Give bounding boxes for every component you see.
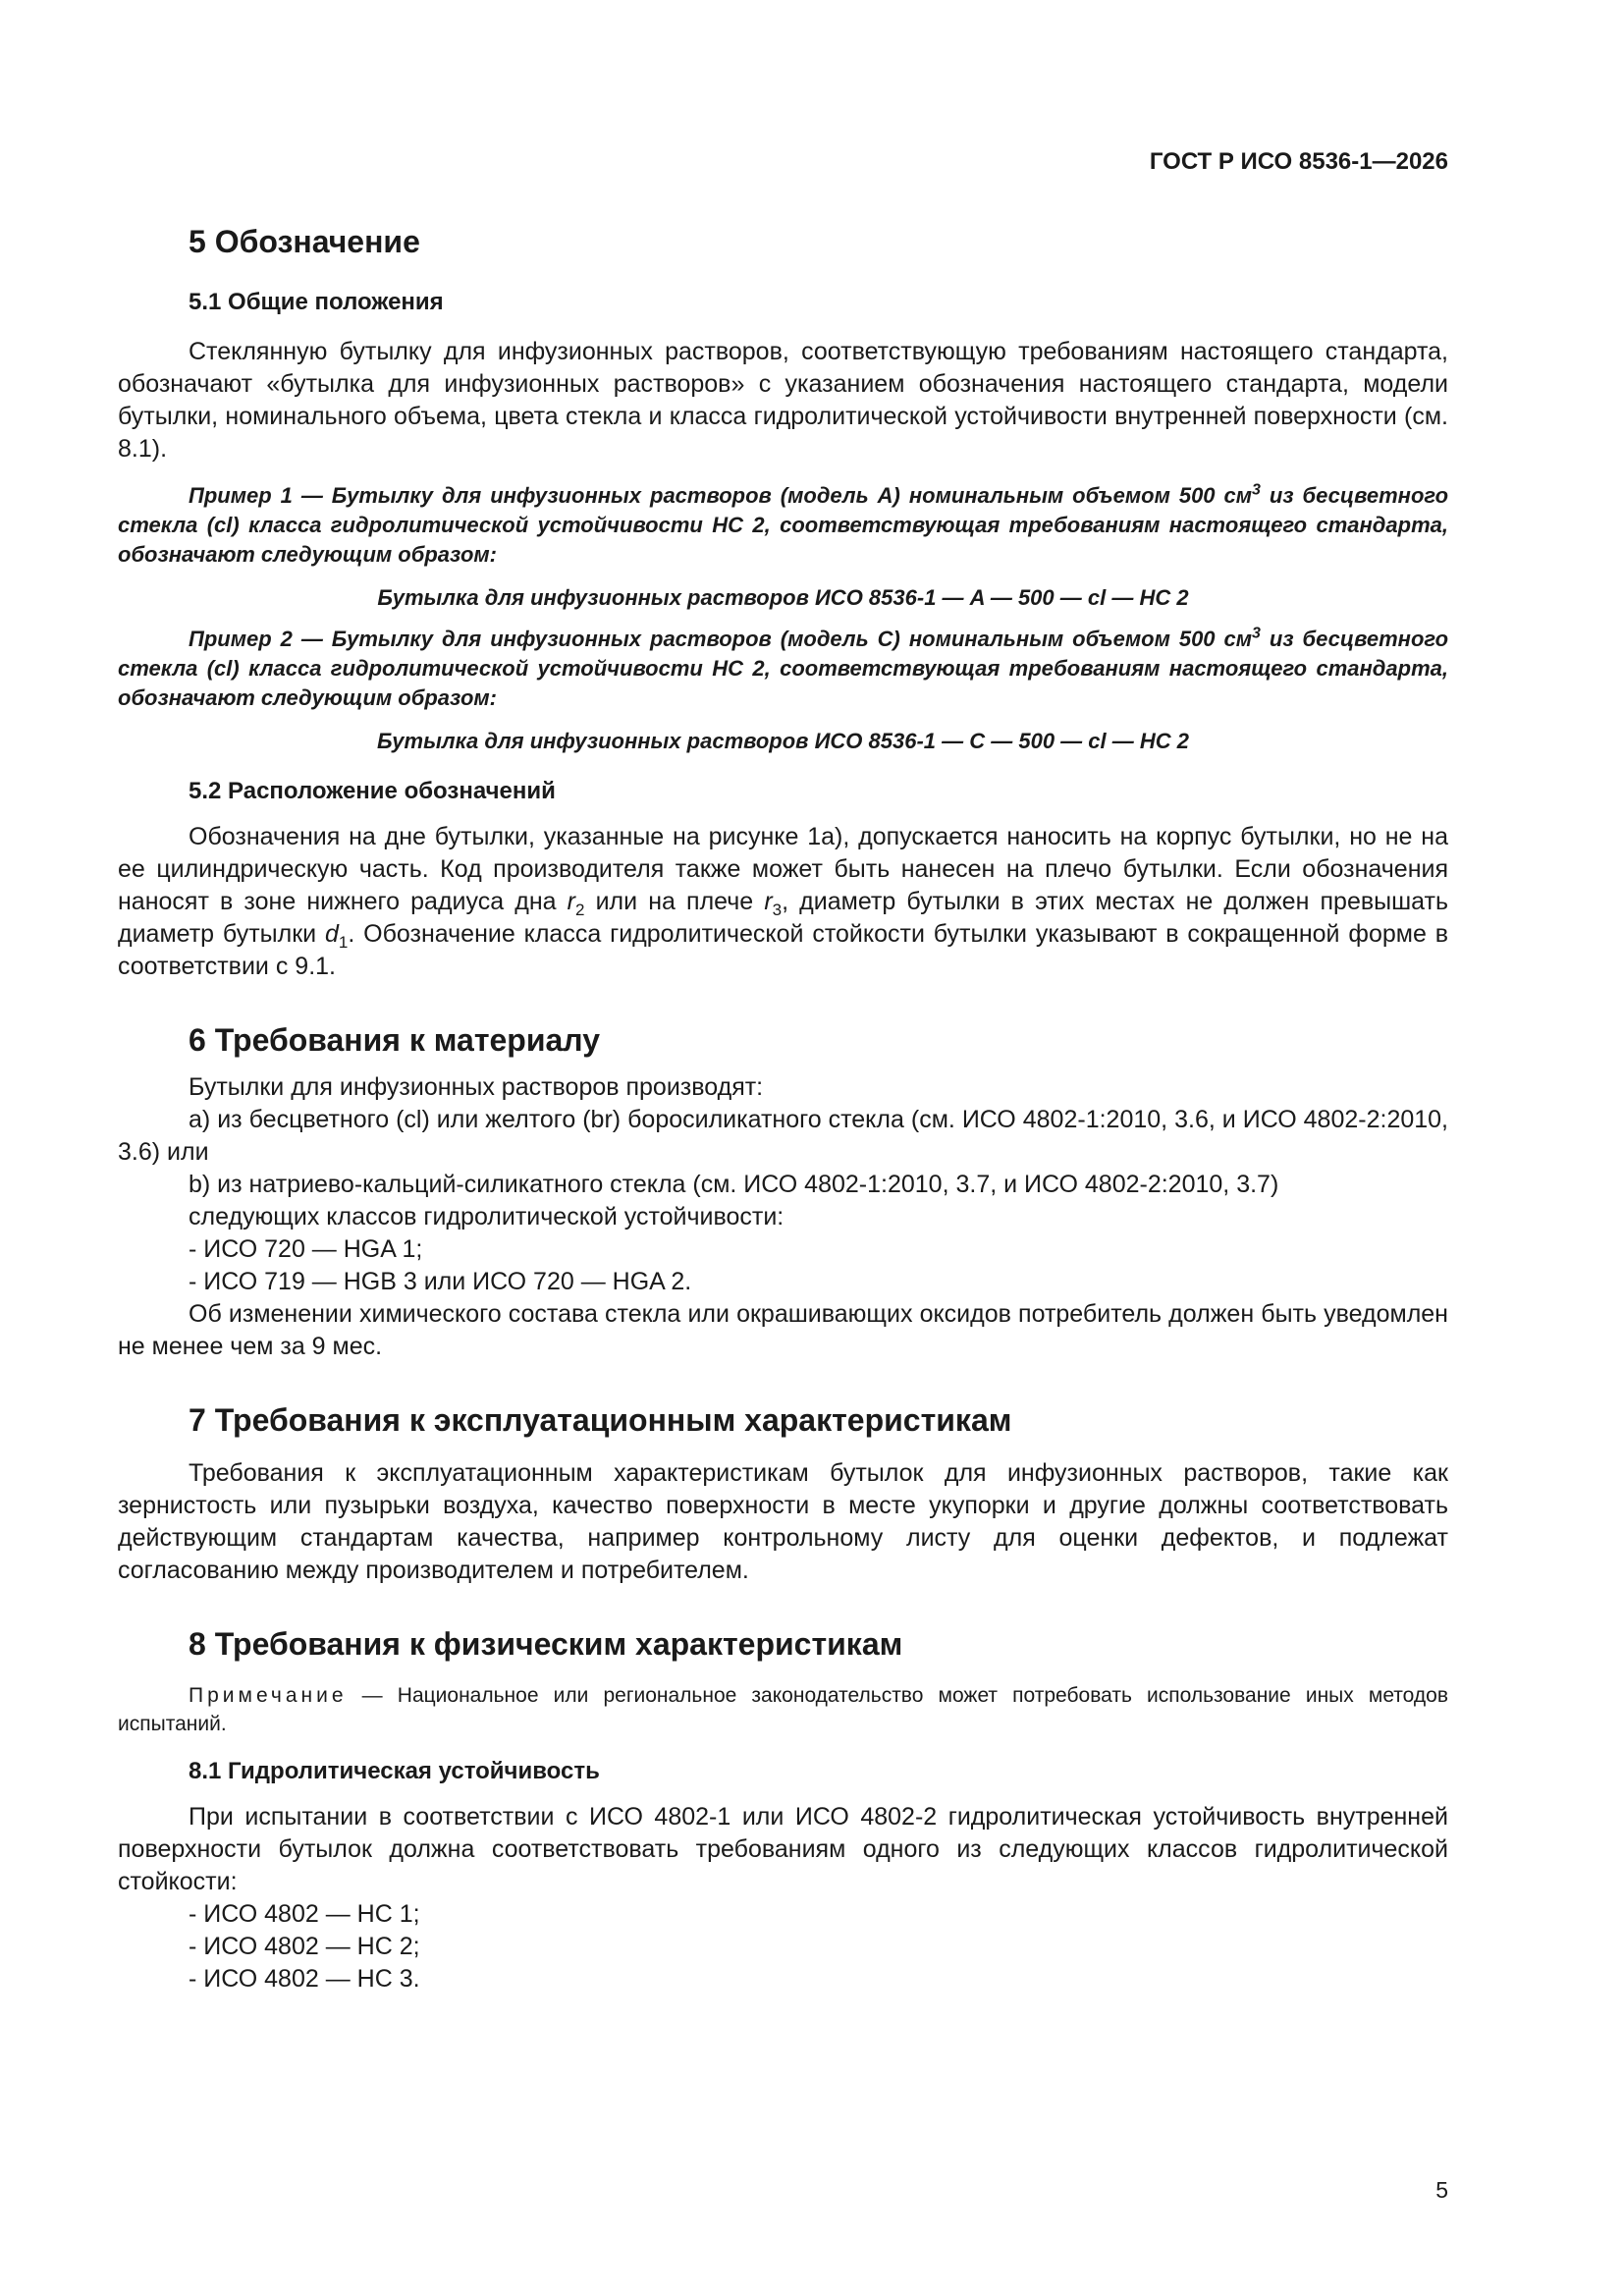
section-6-heading: 6 Требования к материалу — [189, 1022, 600, 1058]
designation-2: Бутылка для инфузионных растворов ИСО 8536-1 — С — 500 — cl — HC 2 — [377, 729, 1189, 753]
section-7-paragraph: Требования к эксплуатационным характеристикам бутылок для инфузионных растворов, такие как зернистость или пузырьки воздуха, качество поверхности в месте укупорки и другие должны соответствовать действующим стандартам качества, например контрольному листу для оценки дефектов, и подлежат согласованию между производителем и потребителем. — [118, 1459, 1448, 1584]
section-5-heading: 5 Обозначение — [189, 224, 420, 259]
section-5-1-heading: 5.1 Общие положения — [189, 289, 444, 315]
example-2: Пример 2 — Бутылку для инфузионных растворов (модель С) номинальным объемом 500 $см^3$ из бесцветного стекла (cl) класса гидролитической устойчивости HC 2, соответствующая требованиям настоящего стандарта, обозначают следующим образом: — [118, 625, 1449, 710]
document-body — [118, 222, 1448, 1995]
list-item: - ИСО 4802 — HC 3. — [189, 1965, 420, 1993]
standard-designation: ГОСТ Р ИСО 8536-1—2026 — [1149, 148, 1448, 175]
section-8-1-paragraph: При испытании в соответствии с ИСО 4802-1 или ИСО 4802-2 гидролитическая устойчивость внутренней поверхности бутылок должна соответствовать требованиям одного из следующих классов гидролитической стойкости: — [118, 1803, 1448, 1895]
section-8-note: Примечание — Национальное или региональное законодательство может потребовать использование иных методов испытаний. — [118, 1684, 1448, 1735]
page-number: 5 — [1435, 2177, 1448, 2203]
section-6-item-b: b) из натриево-кальций-силикатного стекла (см. ИСО 4802-1:2010, 3.7, и ИСО 4802-2:2010, 3.7) — [189, 1171, 1279, 1198]
list-item: - ИСО 719 — HGB 3 или ИСО 720 — HGA 2. — [189, 1268, 692, 1295]
list-item: - ИСО 4802 — HC 2; — [189, 1933, 420, 1960]
section-6-class-list — [118, 1233, 1448, 1298]
section-6-intro: Бутылки для инфузионных растворов производят: — [189, 1073, 764, 1101]
section-6-item-a: а) из бесцветного (cl) или желтого (br) боросиликатного стекла (см. ИСО 4802-1:2010, 3.6, и ИСО 4802-2:2010, 3.6) или — [118, 1106, 1448, 1166]
section-7-heading: 7 Требования к эксплуатационным характеристикам — [189, 1402, 1012, 1438]
section-8-heading: 8 Требования к физическим характеристикам — [189, 1626, 903, 1662]
designation-1: Бутылка для инфузионных растворов ИСО 8536-1 — A — 500 — cl — HC 2 — [377, 585, 1189, 610]
list-item: - ИСО 720 — HGA 1; — [189, 1235, 423, 1263]
section-6-classes: следующих классов гидролитической устойчивости: — [189, 1203, 784, 1230]
section-8-1-heading: 8.1 Гидролитическая устойчивость — [189, 1758, 600, 1784]
section-6-notice: Об изменении химического состава стекла или окрашивающих оксидов потребитель должен быть уведомлен не менее чем за 9 мес. — [118, 1300, 1448, 1360]
section-8-1-class-list — [118, 1898, 1448, 1995]
section-5-2-paragraph: Обозначения на дне бутылки, указанные на рисунке 1а), допускается наносить на корпус бутылки, но не на ее цилиндрическую часть. Код производителя также может быть нанесен на плечо бутылки. Если обозначения наносят в зоне нижнего радиуса дна $r_2$ или на плече $r_3$, диаметр бутылки в этих местах не должен превышать диаметр бутылки $d_1$. Обозначение класса гидролитической стойкости бутылки указывают в сокращенной форме в соответствии с 9.1. — [118, 823, 1448, 980]
list-item: - ИСО 4802 — HC 1; — [189, 1900, 420, 1928]
section-5-2-heading: 5.2 Расположение обозначений — [189, 778, 556, 804]
document-page — [118, 0, 1448, 2296]
section-5-1-paragraph: Стеклянную бутылку для инфузионных растворов, соответствующую требованиям настоящего стандарта, обозначают «бутылка для инфузионных растворов» с указанием обозначения настоящего стандарта, модели бутылки, номинального объема, цвета стекла и класса гидролитической устойчивости внутренней поверхности (см. 8.1). — [118, 338, 1448, 463]
example-1: Пример 1 — Бутылку для инфузионных растворов (модель А) номинальным объемом 500 $см^3$ из бесцветного стекла (cl) класса гидролитической устойчивости HC 2, соответствующая требованиям настоящего стандарта, обозначают следующим образом: — [118, 481, 1449, 567]
